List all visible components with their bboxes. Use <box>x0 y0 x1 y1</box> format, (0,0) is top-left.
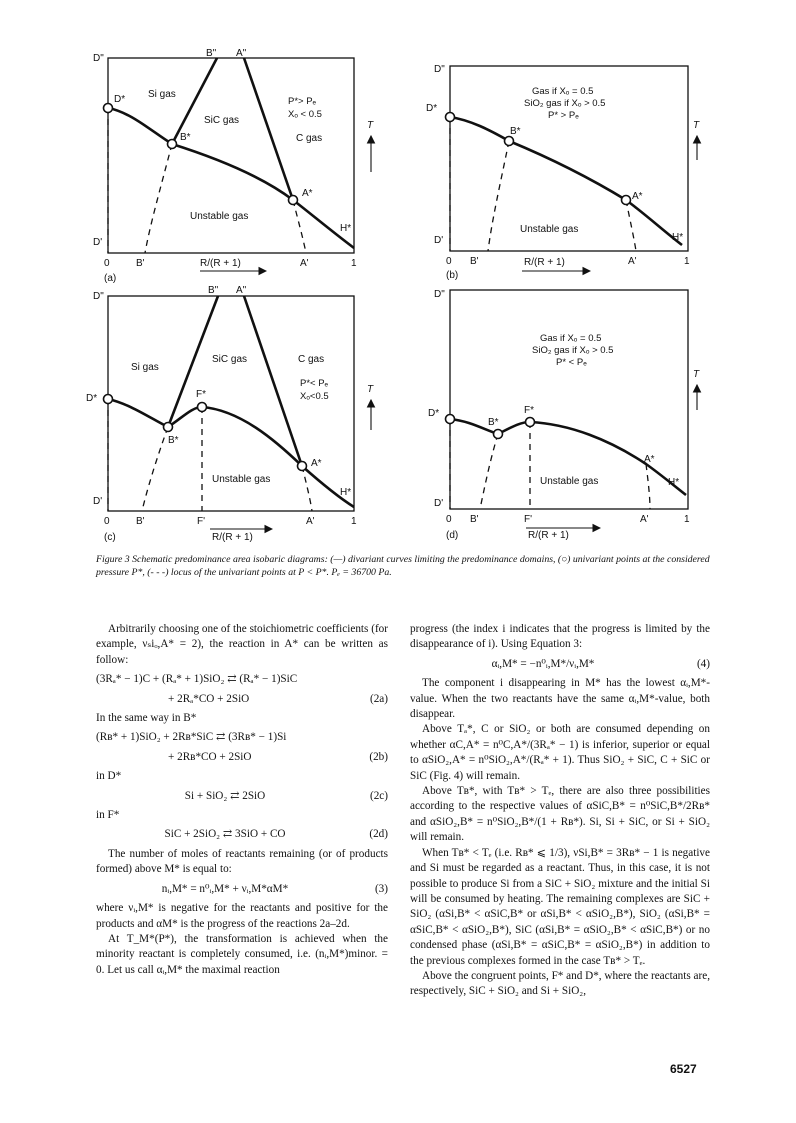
label-d-D1: D' <box>434 498 444 509</box>
label-c-Fstar: F* <box>196 389 206 400</box>
point-a-D <box>104 104 113 113</box>
label-c-tag: (c) <box>104 532 116 543</box>
figure-caption <box>96 554 718 579</box>
label-b-x0: 0 <box>446 256 452 267</box>
label-a-D1: D' <box>93 237 103 248</box>
left-paragraph-2: In the same way in B* <box>96 712 197 725</box>
curve-a-AA2 <box>244 58 293 200</box>
label-d-F1: F' <box>524 514 533 525</box>
label-a-si-gas: Si gas <box>148 89 176 100</box>
eq2a-number: (2a) <box>369 692 388 705</box>
label-a-B1: B' <box>136 258 145 269</box>
label-a-Dstar: D* <box>114 94 126 105</box>
label-b-unstable: Unstable gas <box>520 224 579 235</box>
label-b-xlabel: R/(R + 1) <box>524 257 565 268</box>
locus-a-B <box>145 144 172 253</box>
label-c-B1: B' <box>136 516 145 527</box>
panel-a <box>93 48 374 284</box>
label-b-note1: Gas if Xₒ = 0.5 <box>532 86 594 97</box>
label-d-T: T <box>693 369 700 380</box>
label-d-A1: A' <box>640 514 649 525</box>
label-c-Astar: A* <box>311 458 322 469</box>
point-a-A <box>289 196 298 205</box>
label-a-cond1: P*> Pₑ <box>288 96 317 107</box>
right-paragraph-3: Above Tₐ*, C or SiO₂ or both are consumed depending on whether αC,A* = n⁰C,A*/(3Rₐ* − 1) is inferior, superior or equal to αSiO₂,A* = n⁰SiO₂,A*/(Rₐ* + 1). Thus SiO₂ + SiC, C + SiC or SiC (Fig. 4) will remain. <box>410 723 710 782</box>
label-a-x0: 0 <box>104 258 110 269</box>
right-paragraph-2: The component i disappearing in M* has the lowest αᵢ,M*-value. When the two reactants have the same αᵢ,M*-value, both disappear. <box>410 677 710 721</box>
right-column <box>410 622 710 1000</box>
eq2c-number: (2c) <box>369 789 388 802</box>
point-a-B <box>168 140 177 149</box>
left-paragraph-5: The number of moles of reactants remaining (or of products formed) above M* is equal to: <box>96 847 388 876</box>
curve-a-DB <box>108 108 172 144</box>
label-d-B1: B' <box>470 514 479 525</box>
equation-2c <box>96 789 388 804</box>
label-a-B2: B" <box>206 48 217 59</box>
label-a-c-gas: C gas <box>296 133 323 144</box>
label-c-T: T <box>367 384 374 395</box>
point-b-D <box>446 113 455 122</box>
label-a-sic-gas: SiC gas <box>204 115 240 126</box>
label-a-xlabel: R/(R + 1) <box>200 258 241 269</box>
locus-d-B <box>480 434 498 509</box>
label-c-x0: 0 <box>104 516 110 527</box>
eq2a-line1: (3Rₐ* − 1)C + (Rₐ* + 1)SiO₂ ⇄ (Rₐ* − 1)SiC <box>96 673 298 686</box>
eq3: nᵢ,M* = n⁰ᵢ,M* + νᵢ,M*αM* <box>161 882 289 895</box>
curve-a-BH <box>172 144 354 248</box>
label-b-note3: P* > Pₑ <box>548 110 579 121</box>
point-d-D <box>446 415 455 424</box>
eq2a-line2: + 2Rₐ*CO + 2SiO <box>168 692 250 705</box>
eq4: αᵢ,M* = −n⁰ᵢ,M*/νᵢ,M* <box>491 657 595 670</box>
locus-c-B <box>142 427 168 511</box>
label-c-Dstar: D* <box>86 393 98 404</box>
caption-text: Schematic predominance area isobaric diagrams: (—) divariant curves limiting the predominance domains, (○) univariant points at the considered pressure P*, (- - -) locus of the univariant points at P < P*. Pₑ = 36700 Pa. <box>96 554 710 578</box>
label-b-Hstar: H* <box>672 232 684 243</box>
eq2b-line1: (Rʙ* + 1)SiO₂ + 2Rʙ*SiC ⇄ (3Rʙ* − 1)Si <box>96 731 287 744</box>
label-c-si-gas: Si gas <box>131 362 159 373</box>
label-c-Bstar: B* <box>168 435 179 446</box>
label-b-A1: A' <box>628 256 637 267</box>
label-a-D2: D" <box>93 53 104 64</box>
eq2c: Si + SiO₂ ⇄ 2SiO <box>184 789 266 802</box>
equation-4 <box>410 657 710 672</box>
left-paragraph-6: where νᵢ,M* is negative for the reactants and positive for the products and αM* is the progress of the reactions 2a–2d. <box>96 902 388 930</box>
label-a-x1: 1 <box>351 258 357 269</box>
point-d-B <box>494 430 503 439</box>
label-b-note2: SiO₂ gas if Xₒ > 0.5 <box>524 98 606 109</box>
label-b-T: T <box>693 120 700 131</box>
curve-c-BH <box>168 407 354 507</box>
label-c-x1: 1 <box>351 516 357 527</box>
label-b-x1: 1 <box>684 256 690 267</box>
label-c-Hstar: H* <box>340 487 352 498</box>
left-paragraph-3: in D* <box>96 770 122 783</box>
label-d-Dstar: D* <box>428 408 440 419</box>
eq2b-number: (2b) <box>369 750 388 763</box>
panel-d <box>428 289 700 541</box>
equation-2b-line1 <box>96 730 388 745</box>
right-paragraph-6: Above the congruent points, F* and D*, where the reactants are, respectively, SiC + SiO₂ and Si + SiO₂, <box>410 969 710 998</box>
eq2d-number: (2d) <box>369 828 388 841</box>
label-d-tag: (d) <box>446 530 459 541</box>
equation-3 <box>96 882 388 897</box>
point-c-D <box>104 395 113 404</box>
left-column <box>96 622 388 978</box>
label-d-Bstar: B* <box>488 417 499 428</box>
eq2b-line2: + 2Rʙ*CO + 2SiO <box>168 750 252 763</box>
equation-2b-line2 <box>96 750 388 765</box>
point-b-A <box>622 196 631 205</box>
label-b-D1: D' <box>434 235 444 246</box>
label-d-note2: SiO₂ gas if Xₒ > 0.5 <box>532 345 614 356</box>
label-d-Astar: A* <box>644 454 655 465</box>
label-c-D1: D' <box>93 496 103 507</box>
label-c-xlabel: R/(R + 1) <box>212 532 253 543</box>
label-a-A2: A" <box>236 48 247 59</box>
label-c-sic-gas: SiC gas <box>212 354 248 365</box>
label-b-tag: (b) <box>446 270 459 281</box>
label-d-unstable: Unstable gas <box>540 476 599 487</box>
label-a-Hstar: H* <box>340 223 352 234</box>
label-a-cond2: Xₒ < 0.5 <box>288 109 322 120</box>
label-d-x0: 0 <box>446 514 452 525</box>
point-b-B <box>505 137 514 146</box>
label-c-A1: A' <box>306 516 315 527</box>
label-b-Astar: A* <box>632 191 643 202</box>
left-paragraph-1: Arbitrarily choosing one of the stoichiometric coefficients (for example, νₛiₒ,A* = 2), the reaction in A* can be written as follow: <box>96 623 388 666</box>
right-paragraph-4: Above Tʙ*, with Tʙ* > Tₑ, there are also three possibilities according to the respective values of αSiC,B* = n⁰SiC,B*/2Rʙ* and αSiO₂,B* = n⁰SiO₂,B*/(1 + Rʙ*). Si, Si + SiC, or Si + SiO₂ will remain. <box>410 785 710 844</box>
label-a-Bstar: B* <box>180 132 191 143</box>
label-b-Bstar: B* <box>510 126 521 137</box>
eq3-number: (3) <box>374 882 388 895</box>
eq4-number: (4) <box>696 657 710 670</box>
equation-2d <box>96 827 388 842</box>
label-a-unstable: Unstable gas <box>190 211 249 222</box>
label-c-cond2: Xₒ<0.5 <box>300 391 329 402</box>
label-c-F1: F' <box>197 516 206 527</box>
label-a-tag: (a) <box>104 273 117 284</box>
point-c-B <box>164 423 173 432</box>
label-c-B2: B" <box>208 285 219 296</box>
label-d-x1: 1 <box>684 514 690 525</box>
equation-2a-line2 <box>96 692 388 707</box>
label-c-unstable: Unstable gas <box>212 474 271 485</box>
locus-d-A <box>646 464 650 509</box>
curve-b-DB <box>450 117 509 141</box>
label-a-Astar: A* <box>302 188 313 199</box>
label-a-T: T <box>367 120 374 131</box>
label-c-D2: D" <box>93 291 104 302</box>
point-c-F <box>198 403 207 412</box>
point-d-F <box>526 418 535 427</box>
label-c-cond1: P*< Pₑ <box>300 378 329 389</box>
label-d-note3: P* < Pₑ <box>556 357 587 368</box>
label-d-note1: Gas if Xₒ = 0.5 <box>540 333 602 344</box>
right-paragraph-1: progress (the index i indicates that the progress is limited by the disappearance of i). Using Equation 3: <box>410 623 710 651</box>
left-paragraph-4: in F* <box>96 809 120 822</box>
panel-c <box>86 285 374 543</box>
label-d-Hstar: H* <box>668 477 680 488</box>
caption-lead: Figure 3 <box>96 554 130 565</box>
label-d-Fstar: F* <box>524 405 534 416</box>
label-b-Dstar: D* <box>426 103 438 114</box>
label-b-D2: D" <box>434 64 445 75</box>
point-c-A <box>298 462 307 471</box>
label-d-D2: D" <box>434 289 445 300</box>
locus-b-B <box>488 141 509 251</box>
panel-a-frame <box>108 58 354 253</box>
label-c-A2: A" <box>236 285 247 296</box>
label-d-xlabel: R/(R + 1) <box>528 530 569 541</box>
label-a-A1: A' <box>300 258 309 269</box>
label-b-B1: B' <box>470 256 479 267</box>
eq2d: SiC + 2SiO₂ ⇄ 3SiO + CO <box>164 828 286 841</box>
right-paragraph-5: When Tʙ* < Tₑ (i.e. Rʙ* ⩽ 1/3), νSi,B* = 3Rʙ* − 1 is negative and Si must be regarded as a reactant. Thus, in this case, it is not possible to produce Si from a SiC + SiO₂ mixture and the initial Si will be consumed by heating. The remaining complexes are SiC + SiO₂ (αSi,B* < αSiC,B* or αSi,B* < αSiO₂,B*), SiO₂ (αSi,B* = αSiC,B* < αSiO₂,B*), SiC (αSi,B* = αSiO₂,B* < αSiC,B*) or no condensed phase (αSi,B* = αSiC,B* = αSiO₂,B*) in addition to the previous complexes formed in the case Tʙ* > Tₑ. <box>410 846 710 967</box>
panel-b <box>426 64 700 281</box>
left-paragraph-7: At T_M*(P*), the transformation is achieved when the minority reactant is completely consumed, i.e. (nᵢ,M*)minor. = 0. Let us call αᵢ,M* the maximal reaction <box>96 932 388 976</box>
page-number: 6527 <box>670 1062 697 1076</box>
curve-c-DB <box>108 399 168 427</box>
equation-2a-line1 <box>96 672 388 687</box>
curve-a-BB2 <box>172 58 217 144</box>
label-c-c-gas: C gas <box>298 354 325 365</box>
